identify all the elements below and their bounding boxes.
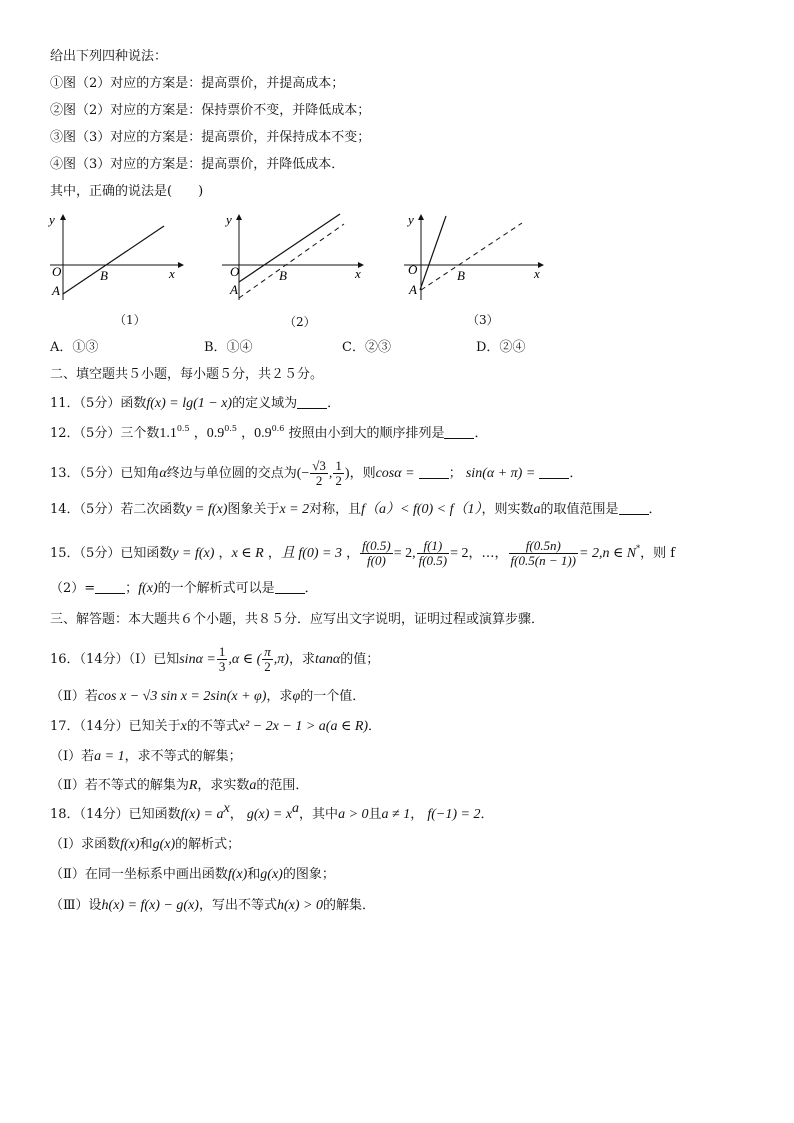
choice-c: C．②③	[342, 340, 391, 355]
graph-3	[400, 210, 550, 305]
question-prompt: 其中，正确的说法是( )	[50, 184, 204, 199]
point-b-label: B	[279, 268, 287, 283]
point-b-label: B	[457, 268, 465, 283]
axis-y-label: y	[408, 212, 414, 227]
answer-blank	[419, 466, 449, 479]
statement-3: ③图（3）对应的方案是：提高票价，并保持成本不变；	[50, 130, 371, 145]
axis-x-label: x	[355, 266, 361, 281]
question-11: 11．（5分）函数f(x) = lg(1 − x)的定义域为 ．	[50, 396, 341, 411]
axis-x-label: x	[169, 266, 175, 281]
axis-x-label: x	[534, 266, 540, 281]
statement-1: ①图（2）对应的方案是：提高票价，并提高成本；	[50, 76, 345, 91]
answer-blank	[275, 581, 305, 594]
question-16: 16．（14分）（Ⅰ）已知sinα = $\frac{1}{3}$ ,α ∈ ( $\frac{\pi}{2}$ ,π)，求tanα的值；	[50, 644, 380, 674]
point-a-label: A	[230, 282, 238, 297]
graph-1-caption: （1）	[114, 313, 146, 327]
origin-label: O	[230, 264, 240, 279]
axis-y-label: y	[226, 212, 232, 227]
question-18-part-2: （Ⅱ）在同一坐标系中画出函数f(x)和g(x)的图象；	[50, 867, 335, 882]
choice-b: B．①④	[204, 340, 253, 355]
statement-4: ④图（3）对应的方案是：提高票价，并降低成本．	[50, 157, 345, 172]
answer-blank	[539, 466, 569, 479]
choice-a: A．①③	[50, 340, 99, 355]
question-13: 13．（5分）已知角α终边与单位圆的交点为(− $\frac{√3}{2}$ , $\frac{1}{2}$ )，则cosα = ； sin(α + π) = ．	[50, 458, 583, 488]
answer-blank	[297, 396, 327, 409]
point-a-label: A	[52, 283, 60, 298]
statement-2: ②图（2）对应的方案是：保持票价不变，并降低成本；	[50, 103, 371, 118]
point-a-label: A	[409, 282, 417, 297]
question-12: 12．（5分）三个数$1.1^{0.5}$ ，$0.9^{0.5}$ ，$0.9^{0.6}$ 按照由小到大的顺序排列是 ．	[50, 424, 488, 441]
q11-function: f(x) = lg(1 − x)	[146, 396, 233, 411]
answer-blank	[619, 502, 649, 515]
question-18-part-1: （Ⅰ）求函数f(x)和g(x)的解析式；	[50, 837, 241, 852]
graph-1	[46, 210, 186, 305]
question-15-line-2: （2）= ；f(x)的一个解析式可以是 ．	[50, 581, 318, 596]
question-16-part-2: （Ⅱ）若cos x − √3 sin x = 2sin(x + φ)，求φ的一个值．	[50, 689, 366, 704]
graph-2	[218, 210, 368, 305]
question-14: 14．（5分）若二次函数y = f(x)图象关于x = 2对称，且f（a）< f(0) < f（1），则实数a的取值范围是 ．	[50, 502, 662, 517]
choice-d: D．②④	[476, 340, 526, 355]
question-17: 17．（14分）已知关于x的不等式x² − 2x − 1 > a(a ∈ R)．	[50, 719, 382, 734]
question-17-part-2: （Ⅱ）若不等式的解集为R，求实数a的范围．	[50, 778, 309, 793]
answer-blank	[444, 426, 474, 439]
question-15: 15．（5分）已知函数y = f(x) ，x ∈ R ，且 f(0) = 3 ， $\frac{f(0.5)}{f(0)}$ = 2, $\frac{f(1)}{f(0.5)}$ = 2，…， $\frac{f(0.5n)}{f(0.5(n - 1))}$ = 2,n ∈ N*，则 f	[50, 538, 676, 568]
question-18-part-3: （Ⅲ）设h(x) = f(x) − g(x)，写出不等式h(x) > 0的解集．	[50, 898, 375, 913]
axis-y-label: y	[49, 212, 55, 227]
section-2-heading: 二、填空题共５小题，每小题５分，共２５分。	[50, 367, 324, 382]
graph-2-caption: （2）	[284, 315, 316, 329]
intro-lead: 给出下列四种说法：	[50, 49, 168, 64]
point-b-label: B	[100, 268, 108, 283]
answer-blank	[95, 581, 125, 594]
question-18: 18．（14分）已知函数$f(x) = a^x$， $g(x) = x^a$，其中a > 0且a ≠ 1， f(−1) = 2．	[50, 801, 494, 822]
origin-label: O	[408, 262, 418, 277]
graph-3-caption: （3）	[467, 313, 499, 327]
question-17-part-1: （Ⅰ）若a = 1，求不等式的解集；	[50, 749, 242, 764]
origin-label: O	[52, 264, 62, 279]
section-3-heading: 三、解答题：本大题共６个小题，共８５分．应写出文字说明，证明过程或演算步骤．	[50, 612, 545, 627]
